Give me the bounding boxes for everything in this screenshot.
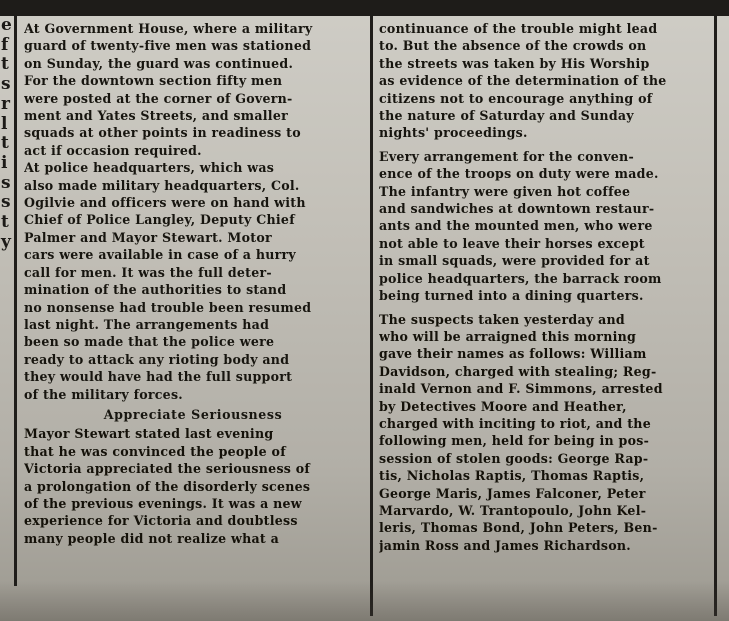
text-line: also made military headquarters, Col. xyxy=(24,177,300,193)
text-line: session of stolen goods: George Rap- xyxy=(379,450,649,466)
left-column xyxy=(24,20,362,547)
text-line: Palmer and Mayor Stewart. Motor xyxy=(24,229,272,245)
text-line: ence of the troops on duty were made. xyxy=(379,166,659,182)
text-line: on Sunday, the guard was continued. xyxy=(24,55,294,71)
text-line: by Detectives Moore and Heather, xyxy=(379,398,627,414)
text-line: George Maris, James Falconer, Peter xyxy=(379,485,646,501)
text-line: y xyxy=(1,231,11,252)
text-line: citizens not to encourage anything of xyxy=(379,90,653,106)
text-line: mination of the authorities to stand xyxy=(24,282,287,298)
right-column xyxy=(379,20,709,554)
text-line: e xyxy=(1,16,12,35)
text-line: leris, Thomas Bond, John Peters, Ben- xyxy=(379,520,658,536)
text-line: r xyxy=(1,93,10,114)
text-line: ants and the mounted men, who were xyxy=(379,218,653,234)
text-line: of the previous evenings. It was a new xyxy=(24,495,302,511)
text-line: following men, held for being in pos- xyxy=(379,433,650,449)
text-line: not able to leave their horses except xyxy=(379,235,645,251)
text-line: call for men. It was the full deter- xyxy=(24,264,272,280)
text-line: last night. The arrangements had xyxy=(24,316,270,332)
paragraph xyxy=(379,311,709,555)
text-line: s xyxy=(1,192,11,213)
text-line: being turned into a dining quarters. xyxy=(379,288,644,304)
text-line: t xyxy=(1,133,9,154)
text-line: the streets was taken by His Worship xyxy=(379,55,650,71)
text-line: For the downtown section fifty men xyxy=(24,73,283,89)
text-line: guard of twenty-five men was stationed xyxy=(24,38,312,54)
text-line: charged with inciting to riot, and the xyxy=(379,415,651,431)
text-line: the nature of Saturday and Sunday xyxy=(379,108,634,124)
text-line: f xyxy=(1,34,9,55)
text-line: The infantry were given hot coffee xyxy=(379,183,631,199)
text-line: t xyxy=(1,54,9,75)
paragraph xyxy=(24,425,362,547)
text-line: Every arrangement for the conven- xyxy=(379,148,634,164)
paragraph xyxy=(24,159,362,403)
text-line: many people did not realize what a xyxy=(24,530,280,546)
text-line: to. But the absence of the crowds on xyxy=(379,38,647,54)
text-line: At Government House, where a military xyxy=(24,21,313,36)
text-line: and sandwiches at downtown restaur- xyxy=(379,201,655,217)
text-line: experience for Victoria and doubtless xyxy=(24,513,298,529)
text-line: inald Vernon and F. Simmons, arrested xyxy=(379,381,663,397)
text-line: Mayor Stewart stated last evening xyxy=(24,426,274,442)
text-line: l xyxy=(1,113,8,134)
text-line: s xyxy=(1,172,11,193)
text-line: police headquarters, the barrack room xyxy=(379,270,662,286)
text-line: as evidence of the determination of the xyxy=(379,73,667,89)
text-line: Marvardo, W. Trantopoulo, John Kel- xyxy=(379,502,647,518)
text-line: tis, Nicholas Raptis, Thomas Raptis, xyxy=(379,468,645,484)
text-line: in small squads, were provided for at xyxy=(379,253,650,269)
text-line: ready to attack any rioting body and xyxy=(24,351,290,367)
text-line: jamin Ross and James Richardson. xyxy=(379,537,631,553)
text-line: Davidson, charged with stealing; Reg- xyxy=(379,363,657,379)
top-rule xyxy=(0,0,729,16)
text-line: they would have had the full support xyxy=(24,369,293,385)
column-rule-left xyxy=(14,16,17,586)
paragraph xyxy=(379,20,709,142)
text-line: that he was convinced the people of xyxy=(24,443,286,459)
paragraph xyxy=(24,20,362,159)
text-line: cars were available in case of a hurry xyxy=(24,247,296,263)
text-line: no nonsense had trouble been resumed xyxy=(24,299,312,315)
text-line: At police headquarters, which was xyxy=(24,160,275,176)
text-line: The suspects taken yesterday and xyxy=(379,311,625,327)
subhead: Appreciate Seriousness xyxy=(103,406,283,422)
cut-off-column xyxy=(0,16,14,586)
text-line: who will be arraigned this morning xyxy=(379,328,637,344)
text-line: gave their names as follows: William xyxy=(379,346,647,362)
text-line: Ogilvie and officers were on hand with xyxy=(24,195,306,211)
text-line: a prolongation of the disorderly scenes xyxy=(24,478,311,494)
column-rule-right xyxy=(714,16,717,616)
column-rule-middle xyxy=(370,16,373,616)
text-line: i xyxy=(1,152,8,173)
text-line: t xyxy=(1,212,9,233)
text-line: nights' proceedings. xyxy=(379,125,528,141)
paragraph xyxy=(379,148,709,305)
text-line: ment and Yates Streets, and smaller xyxy=(24,108,288,124)
text-line: continuance of the trouble might lead xyxy=(379,21,658,36)
text-line: act if occasion required. xyxy=(24,142,202,158)
text-line: Victoria appreciated the seriousness of xyxy=(24,461,311,477)
text-line: of the military forces. xyxy=(24,386,183,402)
text-line: been so made that the police were xyxy=(24,334,275,350)
text-line: were posted at the corner of Govern- xyxy=(24,90,293,106)
text-line: s xyxy=(1,74,11,95)
text-line: Chief of Police Langley, Deputy Chief xyxy=(24,212,295,228)
text-line: squads at other points in readiness to xyxy=(24,125,301,141)
